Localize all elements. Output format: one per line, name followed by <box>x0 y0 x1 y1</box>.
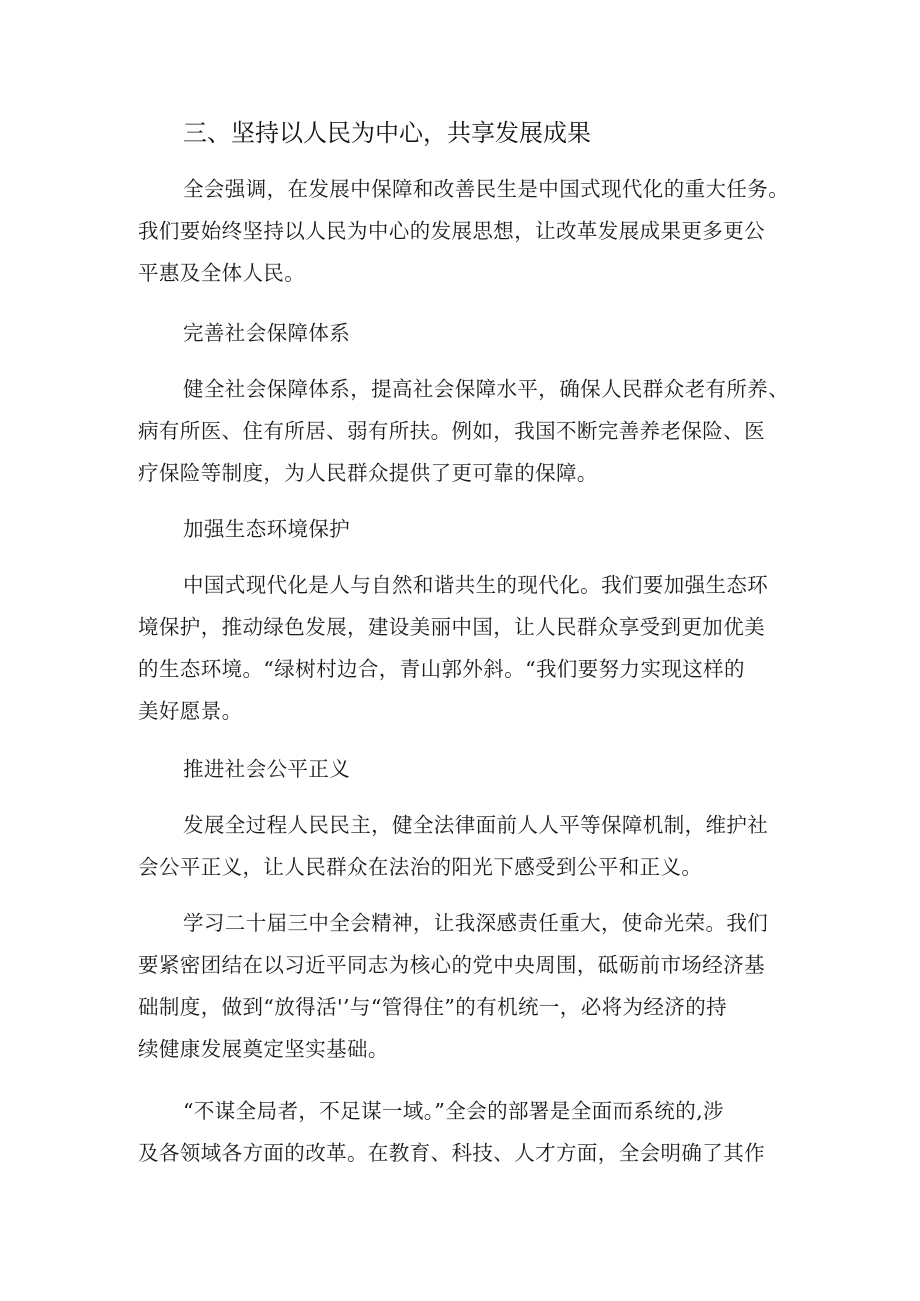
paragraph-line: 续健康发展奠定坚实基础。 <box>138 1037 389 1061</box>
paragraph-line: 要紧密团结在以习近平同志为核心的党中央周围，砥砺前市场经济基 <box>138 953 765 977</box>
paragraph-line: 发展全过程人民民主，健全法律面前人人平等保障机制，维护社 <box>183 813 769 837</box>
paragraph-line: 健全社会保障体系，提高社会保障水平，确保人民群众老有所养、 <box>183 377 790 401</box>
paragraph-line: 美好愿景。 <box>138 699 243 723</box>
paragraph-line: 及各领域各方面的改革。在教育、科技、人才方面，全会明确了其作 <box>138 1141 765 1165</box>
paragraph-line: 的生态环境。“绿树村边合，青山郭外斜。“我们要努力实现这样的 <box>138 657 745 681</box>
paragraph-line: 会公平正义，让人民群众在法治的阳光下感受到公平和正义。 <box>138 855 703 879</box>
paragraph-line: “不谋全局者，不足谋一域。”全会的部署是全面而系统的,涉 <box>183 1099 724 1123</box>
paragraph-line: 境保护，推动绿色发展，建设美丽中国，让人民群众享受到更加优美 <box>138 615 765 639</box>
paragraph-line: 病有所医、住有所居、弱有所扶。例如，我国不断完善养老保险、医 <box>138 419 765 443</box>
subheading: 加强生态环境保护 <box>183 517 351 541</box>
section-title: 三、坚持以人民为中心，共享发展成果 <box>183 119 591 147</box>
subheading: 推进社会公平正义 <box>183 757 351 781</box>
paragraph-line: 学习二十届三中全会精神，让我深感责任重大，使命光荣。我们 <box>183 911 769 935</box>
paragraph-line: 中国式现代化是人与自然和谐共生的现代化。我们要加强生态环 <box>183 573 769 597</box>
subheading: 完善社会保障体系 <box>183 321 351 345</box>
paragraph-line: 全会强调，在发展中保障和改善民生是中国式现代化的重大任务。 <box>183 177 790 201</box>
paragraph-line: 础制度，做到“放得活'’与“管得住”的有机统一，必将为经济的持 <box>138 995 727 1019</box>
paragraph-line: 平惠及全体人民。 <box>138 261 306 285</box>
paragraph-line: 疗保险等制度，为人民群众提供了更可靠的保障。 <box>138 461 598 485</box>
paragraph-line: 我们要始终坚持以人民为中心的发展思想，让改革发展成果更多更公 <box>138 219 765 243</box>
